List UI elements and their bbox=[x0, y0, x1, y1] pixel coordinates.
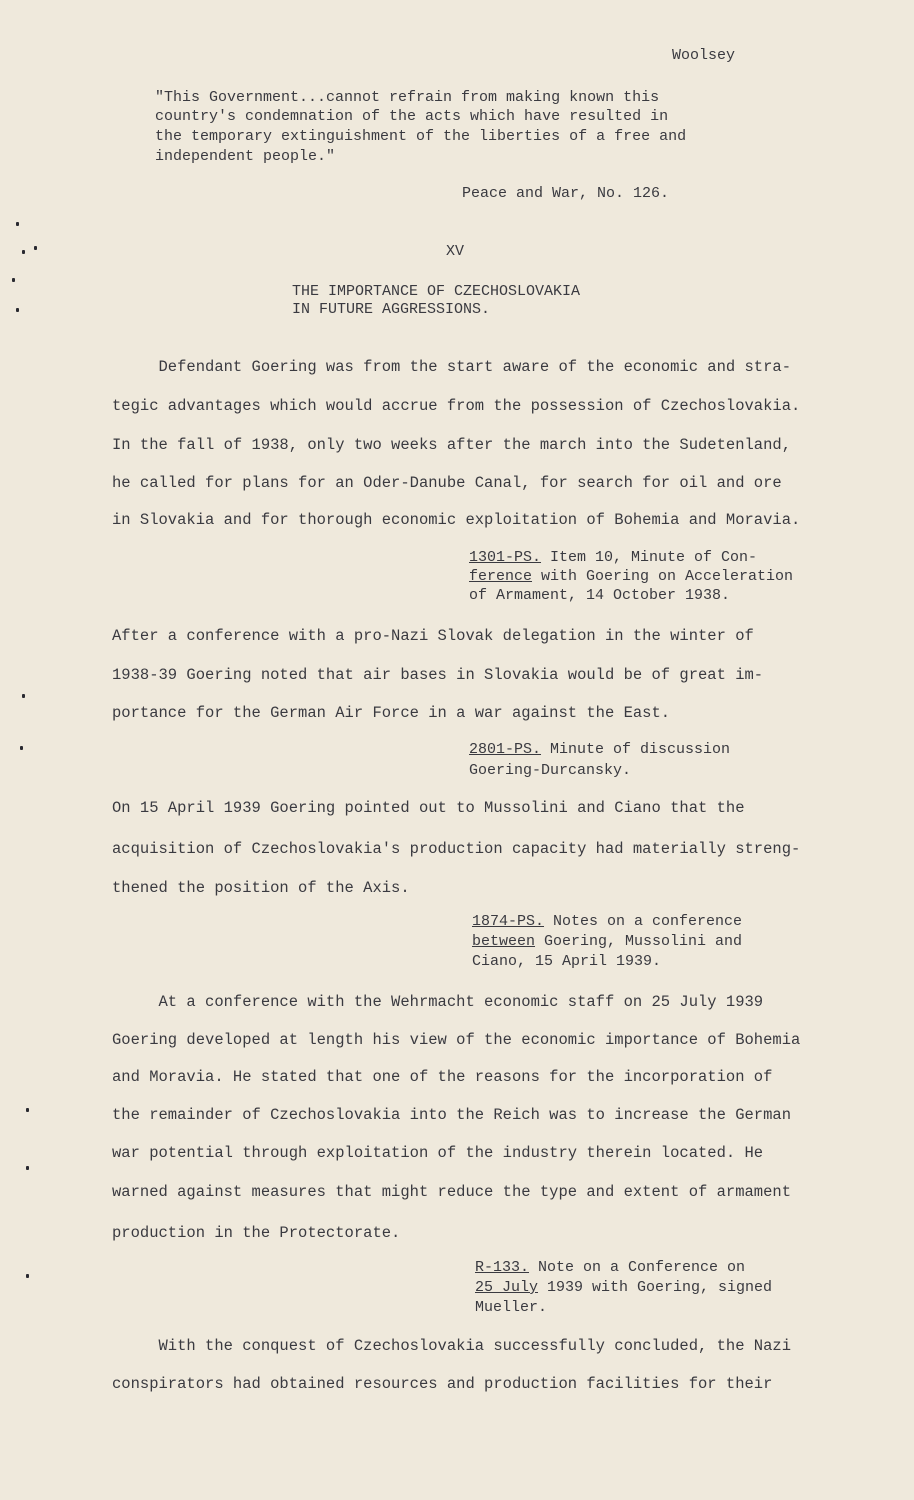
margin-mark bbox=[12, 278, 15, 282]
citation-line: R-133. Note on a Conference on bbox=[475, 1259, 746, 1276]
citation-line: Goering-Durcansky. bbox=[469, 762, 632, 779]
citation-line: 1301-PS. Item 10, Minute of Con- bbox=[469, 549, 758, 566]
paragraph-line: thened the position of the Axis. bbox=[112, 879, 410, 897]
paragraph-line: tegic advantages which would accrue from the possession of Czechoslovakia. bbox=[112, 397, 801, 415]
citation-ref: 1874-PS. bbox=[472, 913, 545, 930]
margin-mark bbox=[26, 1166, 29, 1170]
citation-ref: 1301-PS. bbox=[469, 549, 542, 566]
section-title: THE IMPORTANCE OF CZECHOSLOVAKIA bbox=[292, 283, 581, 300]
citation-line: 2801-PS. Minute of discussion bbox=[469, 741, 731, 758]
paragraph-line: With the conquest of Czechoslovakia successfully concluded, the Nazi bbox=[112, 1337, 792, 1355]
paragraph-line: and Moravia. He stated that one of the reasons for the incorporation of bbox=[112, 1068, 773, 1086]
paragraph-line: In the fall of 1938, only two weeks after the march into the Sudetenland, bbox=[112, 436, 792, 454]
citation-ref: R-133. bbox=[475, 1259, 530, 1276]
paragraph-line: Goering developed at length his view of the economic importance of Bohemia bbox=[112, 1031, 801, 1049]
margin-mark bbox=[16, 308, 19, 312]
citation-line: of Armament, 14 October 1938. bbox=[469, 587, 731, 604]
paragraph-line: in Slovakia and for thorough economic exploitation of Bohemia and Moravia. bbox=[112, 511, 801, 529]
paragraph-line: After a conference with a pro-Nazi Slovak delegation in the winter of bbox=[112, 627, 754, 645]
paragraph-line: acquisition of Czechoslovakia's production capacity had materially streng- bbox=[112, 840, 801, 858]
citation-line: between Goering, Mussolini and bbox=[472, 933, 743, 950]
paragraph-line: Defendant Goering was from the start aware of the economic and stra- bbox=[112, 358, 792, 376]
epigraph-line: the temporary extinguishment of the liberties of a free and bbox=[155, 128, 687, 145]
paragraph-line: the remainder of Czechoslovakia into the Reich was to increase the German bbox=[112, 1106, 792, 1124]
citation-ref: 2801-PS. bbox=[469, 741, 542, 758]
citation-line: ference with Goering on Acceleration bbox=[469, 568, 794, 585]
margin-mark bbox=[16, 222, 19, 226]
margin-mark bbox=[34, 246, 37, 250]
margin-mark bbox=[20, 746, 23, 750]
epigraph-line: "This Government...cannot refrain from making known this bbox=[155, 89, 660, 106]
paragraph-line: At a conference with the Wehrmacht economic staff on 25 July 1939 bbox=[112, 993, 764, 1011]
margin-mark bbox=[26, 1274, 29, 1278]
section-title: IN FUTURE AGGRESSIONS. bbox=[292, 301, 491, 318]
paragraph-line: warned against measures that might reduce the type and extent of armament bbox=[112, 1183, 792, 1201]
epigraph-line: country's condemnation of the acts which have resulted in bbox=[155, 108, 669, 125]
margin-mark bbox=[26, 1108, 29, 1112]
epigraph-line: independent people." bbox=[155, 148, 336, 165]
margin-mark bbox=[22, 694, 25, 698]
citation-line: Mueller. bbox=[475, 1299, 548, 1316]
paragraph-line: he called for plans for an Oder-Danube Canal, for search for oil and ore bbox=[112, 474, 782, 492]
margin-mark bbox=[22, 250, 25, 254]
paragraph-line: On 15 April 1939 Goering pointed out to Mussolini and Ciano that the bbox=[112, 799, 745, 817]
paragraph-line: production in the Protectorate. bbox=[112, 1224, 401, 1242]
section-number: XV bbox=[446, 243, 465, 260]
paragraph-line: conspirators had obtained resources and production facilities for their bbox=[112, 1375, 773, 1393]
author-header: Woolsey bbox=[672, 47, 736, 64]
citation-line: Ciano, 15 April 1939. bbox=[472, 953, 662, 970]
epigraph-source: Peace and War, No. 126. bbox=[462, 185, 670, 202]
citation-line: 25 July 1939 with Goering, signed bbox=[475, 1279, 773, 1296]
paragraph-line: war potential through exploitation of the industry therein located. He bbox=[112, 1144, 764, 1162]
paragraph-line: 1938-39 Goering noted that air bases in Slovakia would be of great im- bbox=[112, 666, 764, 684]
paragraph-line: portance for the German Air Force in a war against the East. bbox=[112, 704, 671, 722]
citation-line: 1874-PS. Notes on a conference bbox=[472, 913, 743, 930]
